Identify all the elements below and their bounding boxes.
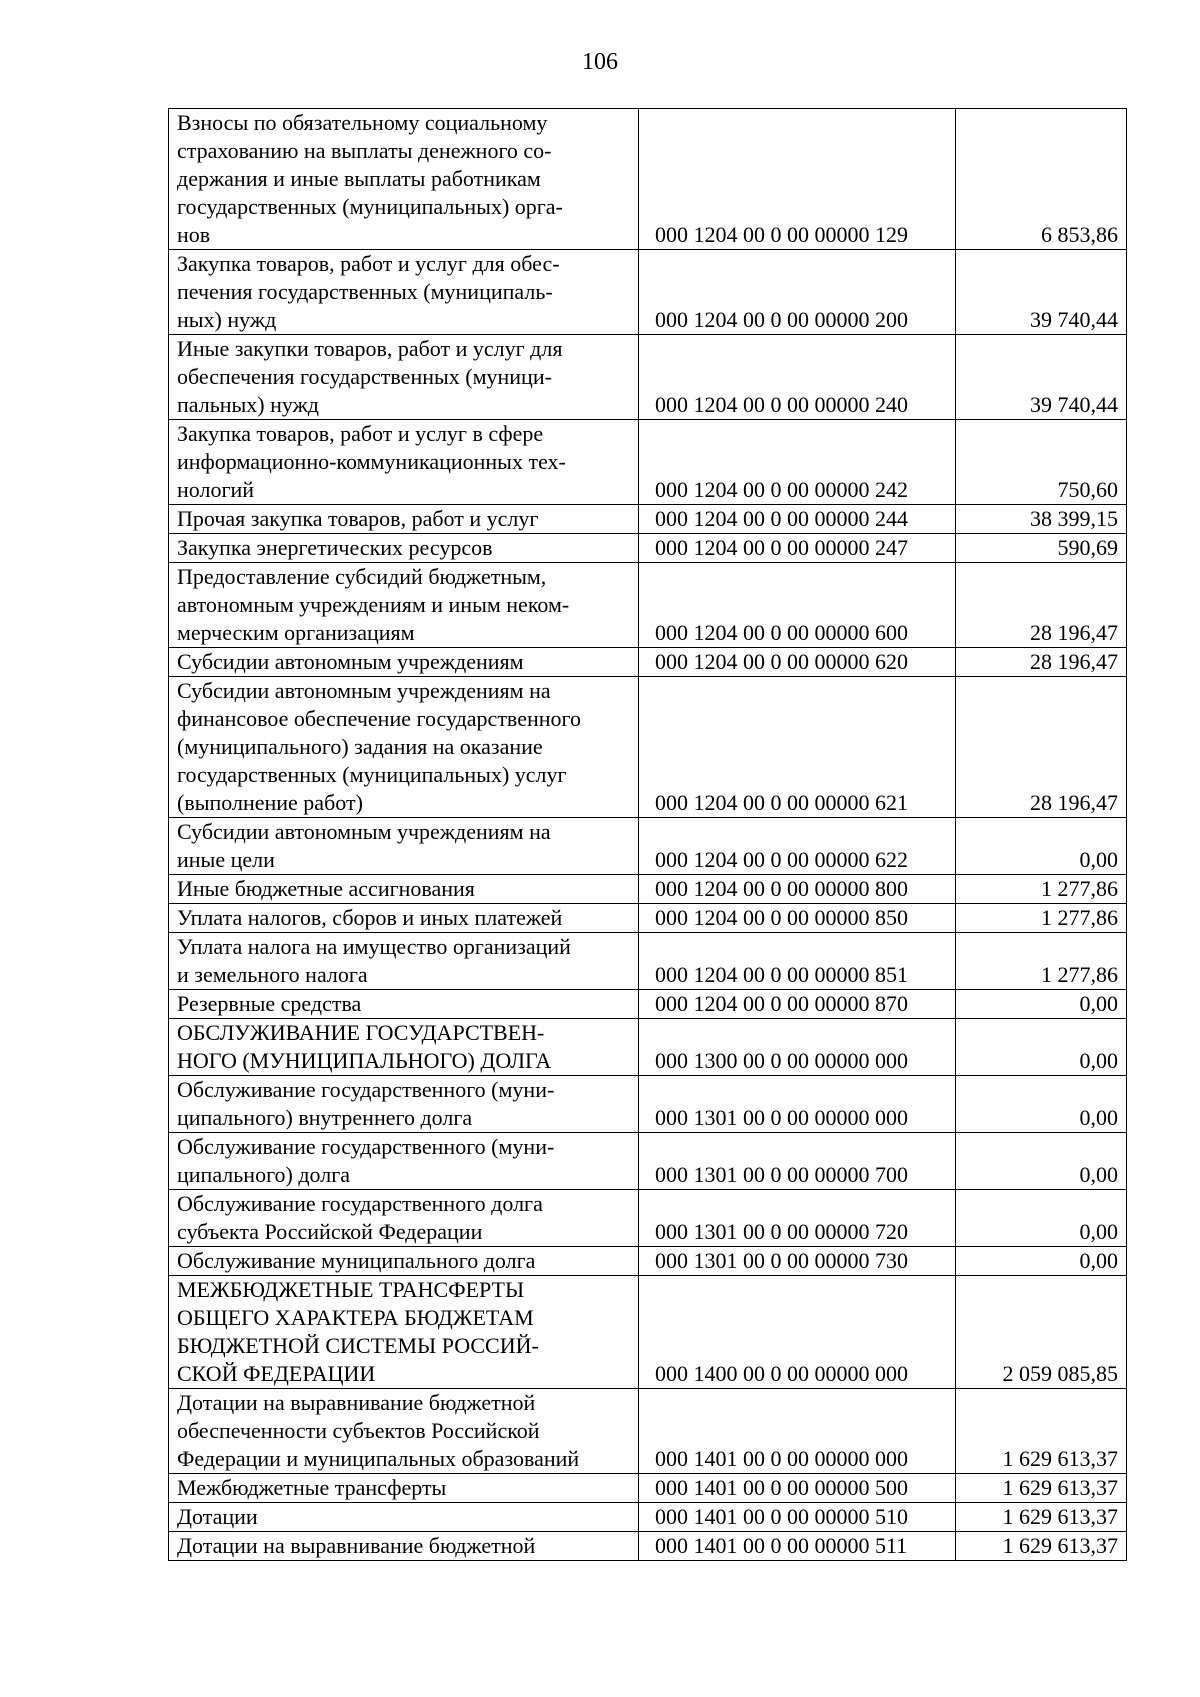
expense-name-line: финансовое обеспечение государственного — [177, 706, 581, 731]
expense-name-line: Дотации — [177, 1504, 258, 1529]
expense-name-line: Предоставление субсидий бюджетным, — [177, 564, 547, 589]
amount-cell: 2 059 085,85 — [956, 1276, 1127, 1389]
budget-code-cell: 000 1204 00 0 00 00000 800 — [639, 875, 956, 904]
expense-name-cell — [169, 904, 639, 933]
expense-name-line: Закупка энергетических ресурсов — [177, 535, 493, 560]
amount-cell: 1 277,86 — [956, 904, 1127, 933]
expense-name-cell — [169, 1503, 639, 1532]
expense-name-cell — [169, 505, 639, 534]
expense-name-line: автономным учреждениям и иным неком- — [177, 592, 570, 617]
expense-name-cell — [169, 1076, 639, 1133]
table-row — [169, 250, 1127, 335]
table-row — [169, 1247, 1127, 1276]
budget-code-cell: 000 1204 00 0 00 00000 244 — [639, 505, 956, 534]
expense-name-cell — [169, 818, 639, 875]
table-row — [169, 1389, 1127, 1474]
expense-name-line: Субсидии автономным учреждениям на — [177, 819, 551, 844]
expense-name-cell — [169, 1389, 639, 1474]
budget-code-cell: 000 1301 00 0 00 00000 000 — [639, 1076, 956, 1133]
table-row — [169, 990, 1127, 1019]
expense-name-line: Обслуживание государственного (муни- — [177, 1077, 555, 1102]
expense-name-cell — [169, 933, 639, 990]
expense-name-cell — [169, 109, 639, 250]
expense-name-line: Субсидии автономным учреждениям — [177, 649, 524, 674]
table-row — [169, 648, 1127, 677]
table-row — [169, 904, 1127, 933]
table-row — [169, 933, 1127, 990]
amount-cell: 590,69 — [956, 534, 1127, 563]
table-row — [169, 1276, 1127, 1389]
expense-name-cell — [169, 875, 639, 904]
expense-name-line: Межбюджетные трансферты — [177, 1475, 447, 1500]
expense-name-line: государственных (муниципальных) услуг — [177, 762, 567, 787]
expense-name-cell — [169, 534, 639, 563]
table-row — [169, 1019, 1127, 1076]
amount-cell: 39 740,44 — [956, 250, 1127, 335]
expense-name-line: (выполнение работ) — [177, 790, 363, 815]
budget-code-cell: 000 1204 00 0 00 00000 850 — [639, 904, 956, 933]
budget-code-cell: 000 1401 00 0 00 00000 500 — [639, 1474, 956, 1503]
budget-code-cell: 000 1301 00 0 00 00000 720 — [639, 1190, 956, 1247]
expense-name-cell — [169, 420, 639, 505]
expense-name-line: информационно-коммуникационных тех- — [177, 449, 566, 474]
amount-cell: 750,60 — [956, 420, 1127, 505]
amount-cell: 28 196,47 — [956, 648, 1127, 677]
budget-code-cell: 000 1401 00 0 00 00000 000 — [639, 1389, 956, 1474]
amount-cell: 1 629 613,37 — [956, 1389, 1127, 1474]
expense-name-line: ОБЩЕГО ХАРАКТЕРА БЮДЖЕТАМ — [177, 1305, 534, 1330]
table-row — [169, 1503, 1127, 1532]
budget-code-cell: 000 1204 00 0 00 00000 622 — [639, 818, 956, 875]
budget-code-cell: 000 1204 00 0 00 00000 129 — [639, 109, 956, 250]
budget-code-cell: 000 1204 00 0 00 00000 200 — [639, 250, 956, 335]
budget-code-cell: 000 1400 00 0 00 00000 000 — [639, 1276, 956, 1389]
expense-name-line: нов — [177, 222, 211, 247]
amount-cell: 0,00 — [956, 1076, 1127, 1133]
amount-cell: 0,00 — [956, 990, 1127, 1019]
budget-code-cell: 000 1204 00 0 00 00000 242 — [639, 420, 956, 505]
amount-cell: 1 629 613,37 — [956, 1532, 1127, 1561]
expense-name-line: ципального) долга — [177, 1162, 351, 1187]
expense-name-line: государственных (муниципальных) орга- — [177, 194, 563, 219]
expense-name-line: страхованию на выплаты денежного со- — [177, 138, 552, 163]
expense-name-cell — [169, 1133, 639, 1190]
expense-name-line: Иные бюджетные ассигнования — [177, 876, 475, 901]
expense-name-line: пальных) нужд — [177, 392, 320, 417]
expense-name-cell — [169, 335, 639, 420]
table-row — [169, 1474, 1127, 1503]
budget-code-cell: 000 1204 00 0 00 00000 600 — [639, 563, 956, 648]
budget-table-body — [169, 109, 1127, 1561]
amount-cell: 0,00 — [956, 1247, 1127, 1276]
table-row — [169, 875, 1127, 904]
amount-cell: 1 629 613,37 — [956, 1474, 1127, 1503]
expense-name-line: Дотации на выравнивание бюджетной — [177, 1533, 536, 1558]
expense-name-line: Закупка товаров, работ и услуг для обес- — [177, 251, 560, 276]
amount-cell: 28 196,47 — [956, 563, 1127, 648]
expense-name-line: ОБСЛУЖИВАНИЕ ГОСУДАРСТВЕН- — [177, 1020, 545, 1045]
expense-name-line: НОГО (МУНИЦИПАЛЬНОГО) ДОЛГА — [177, 1048, 552, 1073]
expense-name-line: СКОЙ ФЕДЕРАЦИИ — [177, 1361, 376, 1386]
expense-name-line: держания и иные выплаты работникам — [177, 166, 541, 191]
expense-name-line: ципального) внутреннего долга — [177, 1105, 473, 1130]
budget-code-cell: 000 1204 00 0 00 00000 621 — [639, 677, 956, 818]
budget-table — [168, 108, 1127, 1561]
budget-code-cell: 000 1401 00 0 00 00000 511 — [639, 1532, 956, 1561]
amount-cell: 1 629 613,37 — [956, 1503, 1127, 1532]
budget-code-cell: 000 1300 00 0 00 00000 000 — [639, 1019, 956, 1076]
budget-code-cell: 000 1204 00 0 00 00000 851 — [639, 933, 956, 990]
expense-name-line: Федерации и муниципальных образований — [177, 1446, 580, 1471]
expense-name-line: Обслуживание государственного (муни- — [177, 1134, 555, 1159]
budget-code-cell: 000 1204 00 0 00 00000 870 — [639, 990, 956, 1019]
expense-name-line: МЕЖБЮДЖЕТНЫЕ ТРАНСФЕРТЫ — [177, 1277, 525, 1302]
expense-name-line: БЮДЖЕТНОЙ СИСТЕМЫ РОССИЙ- — [177, 1333, 539, 1358]
expense-name-cell — [169, 1019, 639, 1076]
expense-name-line: печения государственных (муниципаль- — [177, 279, 553, 304]
expense-name-line: обеспечения государственных (муници- — [177, 364, 552, 389]
expense-name-line: субъекта Российской Федерации — [177, 1219, 483, 1244]
expense-name-line: мерческим организациям — [177, 620, 415, 645]
amount-cell: 0,00 — [956, 1190, 1127, 1247]
table-row — [169, 563, 1127, 648]
budget-code-cell: 000 1204 00 0 00 00000 620 — [639, 648, 956, 677]
page-number: 106 — [582, 49, 618, 75]
expense-name-cell — [169, 648, 639, 677]
table-row — [169, 677, 1127, 818]
budget-code-cell: 000 1204 00 0 00 00000 240 — [639, 335, 956, 420]
table-row — [169, 505, 1127, 534]
expense-name-line: Дотации на выравнивание бюджетной — [177, 1390, 536, 1415]
budget-code-cell: 000 1301 00 0 00 00000 730 — [639, 1247, 956, 1276]
expense-name-line: (муниципального) задания на оказание — [177, 734, 543, 759]
expense-name-line: Прочая закупка товаров, работ и услуг — [177, 506, 539, 531]
expense-name-line: Обслуживание государственного долга — [177, 1191, 543, 1216]
amount-cell: 1 277,86 — [956, 875, 1127, 904]
expense-name-line: Уплата налога на имущество организаций — [177, 934, 571, 959]
expense-name-cell — [169, 1276, 639, 1389]
expense-name-line: Взносы по обязательному социальному — [177, 110, 548, 135]
table-row — [169, 818, 1127, 875]
expense-name-line: Субсидии автономным учреждениям на — [177, 678, 551, 703]
expense-name-cell — [169, 563, 639, 648]
expense-name-cell — [169, 1532, 639, 1561]
expense-name-line: и земельного налога — [177, 962, 368, 987]
amount-cell: 1 277,86 — [956, 933, 1127, 990]
amount-cell: 38 399,15 — [956, 505, 1127, 534]
expense-name-line: Обслуживание муниципального долга — [177, 1248, 536, 1273]
expense-name-cell — [169, 250, 639, 335]
budget-code-cell: 000 1401 00 0 00 00000 510 — [639, 1503, 956, 1532]
expense-name-cell — [169, 1247, 639, 1276]
table-row — [169, 109, 1127, 250]
amount-cell: 39 740,44 — [956, 335, 1127, 420]
expense-name-line: Иные закупки товаров, работ и услуг для — [177, 336, 563, 361]
table-row — [169, 1190, 1127, 1247]
expense-name-line: иные цели — [177, 847, 275, 872]
budget-code-cell: 000 1204 00 0 00 00000 247 — [639, 534, 956, 563]
expense-name-cell — [169, 1190, 639, 1247]
expense-name-cell — [169, 677, 639, 818]
expense-name-cell — [169, 990, 639, 1019]
table-row — [169, 420, 1127, 505]
expense-name-line: Уплата налогов, сборов и иных платежей — [177, 905, 563, 930]
table-row — [169, 1532, 1127, 1561]
expense-name-line: нологий — [177, 477, 255, 502]
expense-name-cell — [169, 1474, 639, 1503]
amount-cell: 0,00 — [956, 818, 1127, 875]
expense-name-line: ных) нужд — [177, 307, 277, 332]
table-row — [169, 534, 1127, 563]
expense-name-line: обеспеченности субъектов Российской — [177, 1418, 540, 1443]
amount-cell: 0,00 — [956, 1019, 1127, 1076]
amount-cell: 28 196,47 — [956, 677, 1127, 818]
expense-name-line: Резервные средства — [177, 991, 362, 1016]
expense-name-line: Закупка товаров, работ и услуг в сфере — [177, 421, 544, 446]
table-row — [169, 335, 1127, 420]
table-row — [169, 1133, 1127, 1190]
amount-cell: 0,00 — [956, 1133, 1127, 1190]
table-row — [169, 1076, 1127, 1133]
amount-cell: 6 853,86 — [956, 109, 1127, 250]
budget-code-cell: 000 1301 00 0 00 00000 700 — [639, 1133, 956, 1190]
